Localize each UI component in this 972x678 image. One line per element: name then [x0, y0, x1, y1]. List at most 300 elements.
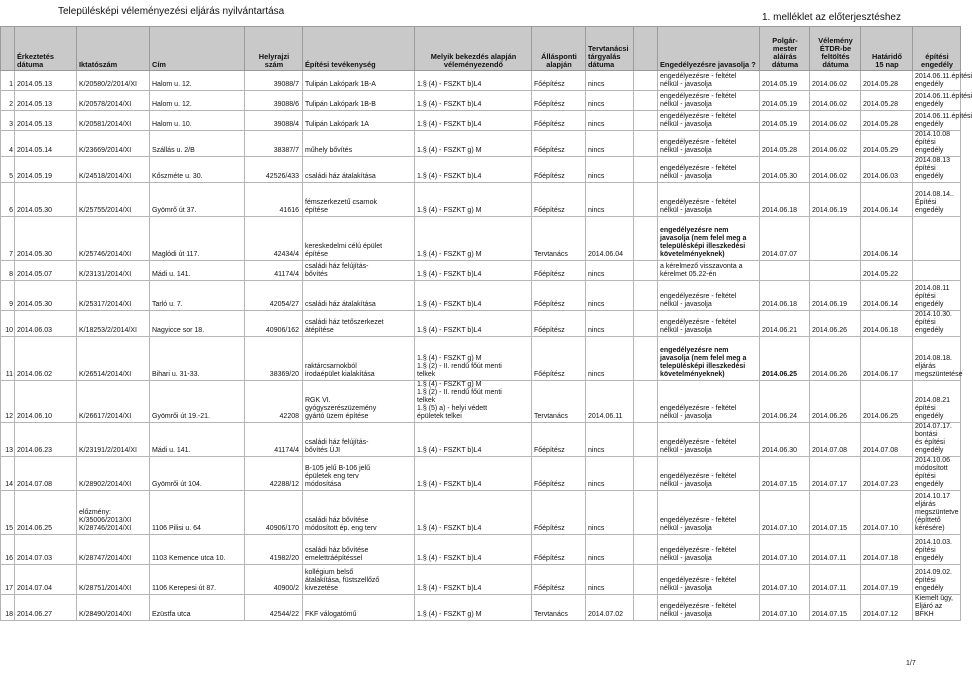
cell-etdr-upload-date [810, 217, 861, 261]
cell-position: Főépítész [532, 261, 586, 281]
table-row [1, 183, 961, 217]
header-lot-number: Helyrajzi szám [245, 27, 303, 71]
cell-council-meeting: nincs [586, 157, 634, 183]
cell-mayor-signature-date: 2014.06.25 [760, 337, 810, 381]
registry-table [0, 26, 972, 621]
cell-etdr-upload-date: 2014.06.19 [810, 281, 861, 311]
table-row [1, 311, 961, 337]
cell-row-number: 3 [1, 111, 15, 131]
cell-construction-activity: kollégium belső átalakítása, füstszellőző kivezetése [303, 565, 415, 595]
cell-deadline-date: 2014.06.25 [861, 381, 913, 423]
cell-decision: engedélyezésre - feltétel nélkül - javasolja [658, 91, 760, 111]
cell-arrival-date: 2014.05.13 [15, 91, 77, 111]
cell-row-number: 7 [1, 217, 15, 261]
cell-lot-number: 38387/7 [245, 131, 303, 157]
cell-council-date [634, 423, 658, 457]
cell-basis-paragraph: 1.§ (4) - FSZKT b)L4 [415, 423, 532, 457]
cell-mayor-signature-date: 2014.05.28 [760, 131, 810, 157]
cell-registration-number: K/23131/2014/XI [77, 261, 150, 281]
cell-deadline-date: 2014.06.03 [861, 157, 913, 183]
cell-decision: engedélyezésre - feltétel nélkül - javasolja [658, 131, 760, 157]
cell-mayor-signature-date: 2014.06.30 [760, 423, 810, 457]
cell-mayor-signature-date: 2014.07.10 [760, 565, 810, 595]
cell-position: Főépítész [532, 311, 586, 337]
cell-council-meeting: nincs [586, 311, 634, 337]
cell-position: Főépítész [532, 491, 586, 535]
cell-etdr-upload-date: 2014.07.17 [810, 457, 861, 491]
cell-registration-number: K/28490/2014/XI [77, 595, 150, 621]
cell-decision: engedélyezésre - feltétel nélkül - javasolja [658, 595, 760, 621]
cell-building-permit: 2014.06.11.építési engedély [913, 71, 961, 91]
table-row [1, 91, 961, 111]
cell-construction-activity: raktárcsarnokból irodaépület kialakítása [303, 337, 415, 381]
cell-council-date [634, 217, 658, 261]
cell-construction-activity: fémszerkezetű csarnok építése [303, 183, 415, 217]
cell-arrival-date: 2014.05.30 [15, 217, 77, 261]
cell-building-permit [913, 261, 961, 281]
cell-council-date [634, 535, 658, 565]
cell-council-date [634, 281, 658, 311]
cell-construction-activity: kereskedelmi célú épület építése [303, 217, 415, 261]
cell-deadline-date: 2014.06.14 [861, 281, 913, 311]
cell-arrival-date: 2014.07.08 [15, 457, 77, 491]
cell-registration-number: K/23191/2/2014/XI [77, 423, 150, 457]
cell-etdr-upload-date: 2014.06.02 [810, 91, 861, 111]
cell-lot-number: 39088/7 [245, 71, 303, 91]
cell-council-meeting: 2014.06.04 [586, 217, 634, 261]
cell-deadline-date: 2014.07.10 [861, 491, 913, 535]
cell-council-meeting: nincs [586, 261, 634, 281]
cell-arrival-date: 2014.05.14 [15, 131, 77, 157]
cell-address: Kőszméte u. 30. [150, 157, 245, 183]
table-row [1, 261, 961, 281]
cell-basis-paragraph: 1.§ (4) - FSZKT b)L4 [415, 281, 532, 311]
cell-arrival-date: 2014.05.30 [15, 281, 77, 311]
cell-mayor-signature-date [760, 261, 810, 281]
cell-registration-number: K/18253/2/2014/XI [77, 311, 150, 337]
cell-construction-activity: Tulipán Lakópark 1B-B [303, 91, 415, 111]
cell-basis-paragraph: 1.§ (4) - FSZKT b)L4 [415, 71, 532, 91]
cell-building-permit: 2014.10.06 módosított építési engedély [913, 457, 961, 491]
header-registration-number: Iktatószám [77, 27, 150, 71]
cell-deadline-date: 2014.07.12 [861, 595, 913, 621]
cell-address: 1106 Pilisi u. 64 [150, 491, 245, 535]
cell-address: Gyömrői út 19.-21. [150, 381, 245, 423]
cell-lot-number: 40906/170 [245, 491, 303, 535]
cell-arrival-date: 2014.07.03 [15, 535, 77, 565]
cell-deadline-date: 2014.06.17 [861, 337, 913, 381]
cell-council-meeting: nincs [586, 457, 634, 491]
cell-council-date [634, 91, 658, 111]
table-row [1, 131, 961, 157]
header-position: Állásponti alapján [532, 27, 586, 71]
cell-construction-activity: családi ház bővítése emelettráépítéssel [303, 535, 415, 565]
cell-address: Gyömrői út 104. [150, 457, 245, 491]
cell-etdr-upload-date: 2014.06.26 [810, 381, 861, 423]
cell-lot-number: 39088/6 [245, 91, 303, 111]
cell-position: Főépítész [532, 131, 586, 157]
cell-address: Maglódi út 117. [150, 217, 245, 261]
cell-council-meeting: nincs [586, 111, 634, 131]
cell-deadline-date: 2014.05.22 [861, 261, 913, 281]
cell-building-permit: Kiemelt ügy, Eljáró az BFKH [913, 595, 961, 621]
table-row [1, 491, 961, 535]
cell-mayor-signature-date: 2014.06.24 [760, 381, 810, 423]
cell-council-meeting: 2014.07.02 [586, 595, 634, 621]
cell-basis-paragraph: 1.§ (4) - FSZKT g) M [415, 217, 532, 261]
table-row [1, 595, 961, 621]
table-row [1, 423, 961, 457]
cell-decision: engedélyezésre nem javasolja (nem felel meg a településképi illeszkedési követelményeknek) [658, 337, 760, 381]
cell-deadline-date: 2014.07.19 [861, 565, 913, 595]
cell-building-permit: 2014.07.17. bontási és építési engedély [913, 423, 961, 457]
cell-arrival-date: 2014.05.30 [15, 183, 77, 217]
cell-building-permit: 2014.10.03. építési engedély [913, 535, 961, 565]
cell-address: 1106 Kerepesi út 87. [150, 565, 245, 595]
cell-address: Bihari u. 31-33. [150, 337, 245, 381]
cell-arrival-date: 2014.07.04 [15, 565, 77, 595]
cell-etdr-upload-date: 2014.06.19 [810, 183, 861, 217]
header-construction-activity: Építési tevékenység [303, 27, 415, 71]
cell-address: Szállás u. 2/B [150, 131, 245, 157]
cell-registration-number: K/26514/2014/XI [77, 337, 150, 381]
cell-decision: engedélyezésre nem javasolja (nem felel meg a településképi illeszkedési követelményeknek) [658, 217, 760, 261]
cell-position: Tervtanács [532, 217, 586, 261]
cell-council-date [634, 595, 658, 621]
annex-note: 1. melléklet az előterjesztéshez [762, 12, 901, 23]
cell-construction-activity: családi ház felújítás- bővítés [303, 261, 415, 281]
cell-lot-number: 41982/20 [245, 535, 303, 565]
cell-council-date [634, 111, 658, 131]
cell-mayor-signature-date: 2014.05.19 [760, 91, 810, 111]
cell-building-permit: 2014.10.17 eljárás megszüntetve (építtető kérésére) [913, 491, 961, 535]
cell-arrival-date: 2014.06.10 [15, 381, 77, 423]
header-mayor-signature: Polgár- mester aláírás dátuma [760, 27, 810, 71]
cell-row-number: 4 [1, 131, 15, 157]
table-row [1, 381, 961, 423]
cell-council-meeting: nincs [586, 423, 634, 457]
cell-mayor-signature-date: 2014.06.18 [760, 281, 810, 311]
cell-decision: engedélyezésre - feltétel nélkül - javasolja [658, 111, 760, 131]
cell-etdr-upload-date: 2014.07.08 [810, 423, 861, 457]
cell-address: Gyömrő út 37. [150, 183, 245, 217]
cell-position: Tervtanács [532, 595, 586, 621]
cell-lot-number: 42544/22 [245, 595, 303, 621]
cell-building-permit: 2014.09.02. építési engedély [913, 565, 961, 595]
table-row [1, 281, 961, 311]
cell-council-meeting: nincs [586, 183, 634, 217]
cell-registration-number: K/20580/2/2014/XI [77, 71, 150, 91]
cell-mayor-signature-date: 2014.05.19 [760, 111, 810, 131]
cell-decision: engedélyezésre - feltétel nélkül - javasolja [658, 183, 760, 217]
cell-row-number: 9 [1, 281, 15, 311]
cell-basis-paragraph: 1.§ (4) - FSZKT b)L4 [415, 535, 532, 565]
cell-arrival-date: 2014.05.07 [15, 261, 77, 281]
cell-mayor-signature-date: 2014.05.30 [760, 157, 810, 183]
cell-arrival-date: 2014.06.25 [15, 491, 77, 535]
cell-position: Főépítész [532, 423, 586, 457]
cell-registration-number: K/23669/2014/XI [77, 131, 150, 157]
cell-row-number: 6 [1, 183, 15, 217]
cell-registration-number: K/20581/2014/XI [77, 111, 150, 131]
cell-row-number: 5 [1, 157, 15, 183]
cell-council-meeting: nincs [586, 491, 634, 535]
cell-etdr-upload-date: 2014.07.15 [810, 491, 861, 535]
cell-address: 1103 Kemence utca 10. [150, 535, 245, 565]
cell-deadline-date: 2014.05.28 [861, 111, 913, 131]
cell-position: Főépítész [532, 91, 586, 111]
cell-building-permit: 2014.10.30. építési engedély [913, 311, 961, 337]
cell-lot-number: 42288/12 [245, 457, 303, 491]
cell-address: Mádi u. 141. [150, 261, 245, 281]
cell-arrival-date: 2014.05.13 [15, 111, 77, 131]
cell-council-date [634, 381, 658, 423]
cell-position: Főépítész [532, 183, 586, 217]
cell-council-date [634, 311, 658, 337]
table-row [1, 157, 961, 183]
cell-position: Főépítész [532, 337, 586, 381]
cell-address: Nagyicce sor 18. [150, 311, 245, 337]
cell-etdr-upload-date: 2014.07.15 [810, 595, 861, 621]
cell-registration-number: K/26617/2014/XI [77, 381, 150, 423]
cell-etdr-upload-date: 2014.06.02 [810, 131, 861, 157]
cell-lot-number: 42208 [245, 381, 303, 423]
cell-deadline-date: 2014.07.08 [861, 423, 913, 457]
cell-registration-number: K/28747/2014/XI [77, 535, 150, 565]
cell-position: Főépítész [532, 71, 586, 91]
cell-address: Tarló u. 7. [150, 281, 245, 311]
cell-row-number: 17 [1, 565, 15, 595]
cell-basis-paragraph: 1.§ (4) - FSZKT b)L4 [415, 491, 532, 535]
cell-row-number: 16 [1, 535, 15, 565]
cell-deadline-date: 2014.05.29 [861, 131, 913, 157]
cell-row-number: 10 [1, 311, 15, 337]
cell-address: Ezüstfa utca [150, 595, 245, 621]
header-address: Cím [150, 27, 245, 71]
cell-registration-number: K/24518/2014/XI [77, 157, 150, 183]
cell-building-permit: 2014.10.08 építési engedély [913, 131, 961, 157]
header-council-date [634, 27, 658, 71]
cell-construction-activity: családi ház felújítás- bővítés ÚJI [303, 423, 415, 457]
cell-construction-activity: RGK VI. gyógyszerészüzemény gyártó üzem építése [303, 381, 415, 423]
header-council-meeting: Tervtanácsi tárgyalás dátuma [586, 27, 634, 71]
cell-lot-number: 41174/4 [245, 423, 303, 457]
cell-deadline-date: 2014.06.14 [861, 217, 913, 261]
cell-mayor-signature-date: 2014.07.07 [760, 217, 810, 261]
cell-address: Halom u. 12. [150, 91, 245, 111]
cell-deadline-date: 2014.07.18 [861, 535, 913, 565]
cell-basis-paragraph: 1.§ (4) - FSZKT b)L4 [415, 111, 532, 131]
cell-construction-activity: Tulipán Lakópark 1B-A [303, 71, 415, 91]
cell-council-meeting: nincs [586, 131, 634, 157]
cell-etdr-upload-date: 2014.07.11 [810, 535, 861, 565]
cell-building-permit: 2014.08.21 építési engedély [913, 381, 961, 423]
header-row [1, 27, 961, 71]
cell-council-meeting: nincs [586, 91, 634, 111]
cell-row-number: 8 [1, 261, 15, 281]
cell-construction-activity: FKF válogatómű [303, 595, 415, 621]
cell-registration-number: előzmény: K/35006/2013/XI K/28746/2014/XI [77, 491, 150, 535]
cell-decision: engedélyezésre - feltétel nélkül - javasolja [658, 535, 760, 565]
cell-address: Mádi u. 141. [150, 423, 245, 457]
cell-position: Főépítész [532, 457, 586, 491]
table-row [1, 457, 961, 491]
cell-construction-activity: családi ház bővítése módosított ép. eng terv [303, 491, 415, 535]
cell-decision: engedélyezésre - feltétel nélkül - javasolja [658, 457, 760, 491]
header-basis-paragraph: Melyik bekezdés alapján véleményezendő [415, 27, 532, 71]
cell-lot-number: 42054/27 [245, 281, 303, 311]
cell-address: Halom u. 12. [150, 71, 245, 91]
cell-decision: engedélyezésre - feltétel nélkül - javasolja [658, 423, 760, 457]
cell-decision: engedélyezésre - feltétel nélkül - javasolja [658, 381, 760, 423]
cell-council-date [634, 157, 658, 183]
cell-row-number: 12 [1, 381, 15, 423]
table-row [1, 535, 961, 565]
cell-basis-paragraph: 1.§ (4) - FSZKT b)L4 [415, 261, 532, 281]
cell-building-permit [913, 217, 961, 261]
cell-building-permit: 2014.06.11.építési engedély [913, 111, 961, 131]
cell-deadline-date: 2014.07.23 [861, 457, 913, 491]
cell-row-number: 15 [1, 491, 15, 535]
cell-arrival-date: 2014.06.27 [15, 595, 77, 621]
cell-etdr-upload-date: 2014.06.02 [810, 157, 861, 183]
cell-building-permit: 2014.08.18. eljárás megszüntetése [913, 337, 961, 381]
cell-position: Főépítész [532, 565, 586, 595]
table-row [1, 217, 961, 261]
cell-decision: engedélyezésre - feltétel nélkül - javasolja [658, 565, 760, 595]
cell-basis-paragraph: 1.§ (4) - FSZKT b)L4 [415, 565, 532, 595]
cell-basis-paragraph: 1.§ (4) - FSZKT g) M [415, 131, 532, 157]
cell-mayor-signature-date: 2014.07.10 [760, 491, 810, 535]
cell-etdr-upload-date [810, 261, 861, 281]
cell-registration-number: K/20578/2014/XI [77, 91, 150, 111]
cell-row-number: 2 [1, 91, 15, 111]
cell-council-meeting: nincs [586, 565, 634, 595]
cell-arrival-date: 2014.06.23 [15, 423, 77, 457]
cell-basis-paragraph: 1.§ (4) - FSZKT g) M [415, 183, 532, 217]
cell-construction-activity: családi ház tetőszerkezet átépítése [303, 311, 415, 337]
header-etdr-upload: Vélemény ÉTDR-be feltöltés dátuma [810, 27, 861, 71]
cell-mayor-signature-date: 2014.07.10 [760, 595, 810, 621]
document-title: Településképi véleményezési eljárás nyilvántartása [58, 6, 285, 17]
cell-deadline-date: 2014.05.28 [861, 91, 913, 111]
cell-mayor-signature-date: 2014.06.21 [760, 311, 810, 337]
cell-arrival-date: 2014.05.13 [15, 71, 77, 91]
cell-council-date [634, 131, 658, 157]
cell-position: Főépítész [532, 281, 586, 311]
cell-decision: engedélyezésre - feltétel nélkül - javasolja [658, 491, 760, 535]
cell-etdr-upload-date: 2014.06.26 [810, 337, 861, 381]
cell-council-meeting: nincs [586, 337, 634, 381]
cell-lot-number: 40900/2 [245, 565, 303, 595]
cell-decision: engedélyezésre - feltétel nélkül - javasolja [658, 157, 760, 183]
cell-row-number: 13 [1, 423, 15, 457]
header-building-permit: építési engedély [913, 27, 961, 71]
cell-construction-activity: B-105 jelű B-106 jelű épületek eng terv módosítása [303, 457, 415, 491]
cell-lot-number: 39088/4 [245, 111, 303, 131]
cell-basis-paragraph: 1.§ (4) - FSZKT b)L4 [415, 311, 532, 337]
cell-decision: engedélyezésre - feltétel nélkül - javasolja [658, 311, 760, 337]
cell-basis-paragraph: 1.§ (4) - FSZKT g) M 1.§ (2) - II. rendű főút menti telkek 1.§ (5) a) - helyi védett épületek telkei [415, 381, 532, 423]
cell-deadline-date: 2014.05.28 [861, 71, 913, 91]
cell-building-permit: 2014.08.11 építési engedély [913, 281, 961, 311]
cell-etdr-upload-date: 2014.06.02 [810, 71, 861, 91]
header-no [1, 27, 15, 71]
cell-council-meeting: nincs [586, 535, 634, 565]
cell-arrival-date: 2014.06.02 [15, 337, 77, 381]
cell-basis-paragraph: 1.§ (4) - FSZKT b)L4 [415, 157, 532, 183]
cell-mayor-signature-date: 2014.05.19 [760, 71, 810, 91]
cell-council-date [634, 183, 658, 217]
cell-council-date [634, 337, 658, 381]
cell-building-permit: 2014.08.14.. Építési engedély [913, 183, 961, 217]
cell-position: Főépítész [532, 157, 586, 183]
cell-building-permit: 2014.06.11.építési engedély [913, 91, 961, 111]
cell-position: Főépítész [532, 111, 586, 131]
cell-position: Tervtanács [532, 381, 586, 423]
page-number: 1/7 [906, 660, 916, 667]
cell-mayor-signature-date: 2014.07.10 [760, 535, 810, 565]
header-arrival-date: Érkeztetés dátuma [15, 27, 77, 71]
cell-row-number: 14 [1, 457, 15, 491]
cell-arrival-date: 2014.05.19 [15, 157, 77, 183]
cell-construction-activity: családi ház átalakítása [303, 157, 415, 183]
cell-decision: engedélyezésre - feltétel nélkül - javasolja [658, 281, 760, 311]
header-deadline: Határidő 15 nap [861, 27, 913, 71]
cell-mayor-signature-date: 2014.06.18 [760, 183, 810, 217]
cell-construction-activity: műhely bővítés [303, 131, 415, 157]
header-decision: Engedélyezésre javasolja ? [658, 27, 760, 71]
cell-row-number: 11 [1, 337, 15, 381]
cell-row-number: 1 [1, 71, 15, 91]
cell-council-meeting: nincs [586, 281, 634, 311]
cell-council-date [634, 491, 658, 535]
cell-lot-number: 42434/4 [245, 217, 303, 261]
cell-decision: engedélyezésre - feltétel nélkül - javasolja [658, 71, 760, 91]
cell-deadline-date: 2014.06.18 [861, 311, 913, 337]
cell-arrival-date: 2014.06.03 [15, 311, 77, 337]
cell-council-meeting: 2014.06.11 [586, 381, 634, 423]
cell-basis-paragraph: 1.§ (4) - FSZKT b)L4 [415, 457, 532, 491]
cell-council-date [634, 565, 658, 595]
cell-lot-number: 38369/20 [245, 337, 303, 381]
cell-lot-number: 40906/162 [245, 311, 303, 337]
cell-basis-paragraph: 1.§ (4) - FSZKT g) M 1.§ (2) - II. rendű főút menti telkek [415, 337, 532, 381]
table-row [1, 111, 961, 131]
cell-basis-paragraph: 1.§ (4) - FSZKT b)L4 [415, 91, 532, 111]
cell-registration-number: K/28751/2014/XI [77, 565, 150, 595]
cell-construction-activity: Tulipán Lakópark 1A [303, 111, 415, 131]
cell-etdr-upload-date: 2014.06.02 [810, 111, 861, 131]
cell-lot-number: 41616 [245, 183, 303, 217]
cell-row-number: 18 [1, 595, 15, 621]
cell-basis-paragraph: 1.§ (4) - FSZKT g) M [415, 595, 532, 621]
table-row [1, 565, 961, 595]
cell-council-date [634, 71, 658, 91]
cell-council-meeting: nincs [586, 71, 634, 91]
cell-mayor-signature-date: 2014.07.15 [760, 457, 810, 491]
cell-registration-number: K/25746/2014/XI [77, 217, 150, 261]
cell-position: Főépítész [532, 535, 586, 565]
table-row [1, 71, 961, 91]
cell-etdr-upload-date: 2014.07.11 [810, 565, 861, 595]
cell-building-permit: 2014.08.13 építési engedély [913, 157, 961, 183]
cell-council-date [634, 457, 658, 491]
cell-registration-number: K/28902/2014/XI [77, 457, 150, 491]
cell-deadline-date: 2014.06.14 [861, 183, 913, 217]
cell-construction-activity: családi ház átalakítása [303, 281, 415, 311]
table-row [1, 337, 961, 381]
